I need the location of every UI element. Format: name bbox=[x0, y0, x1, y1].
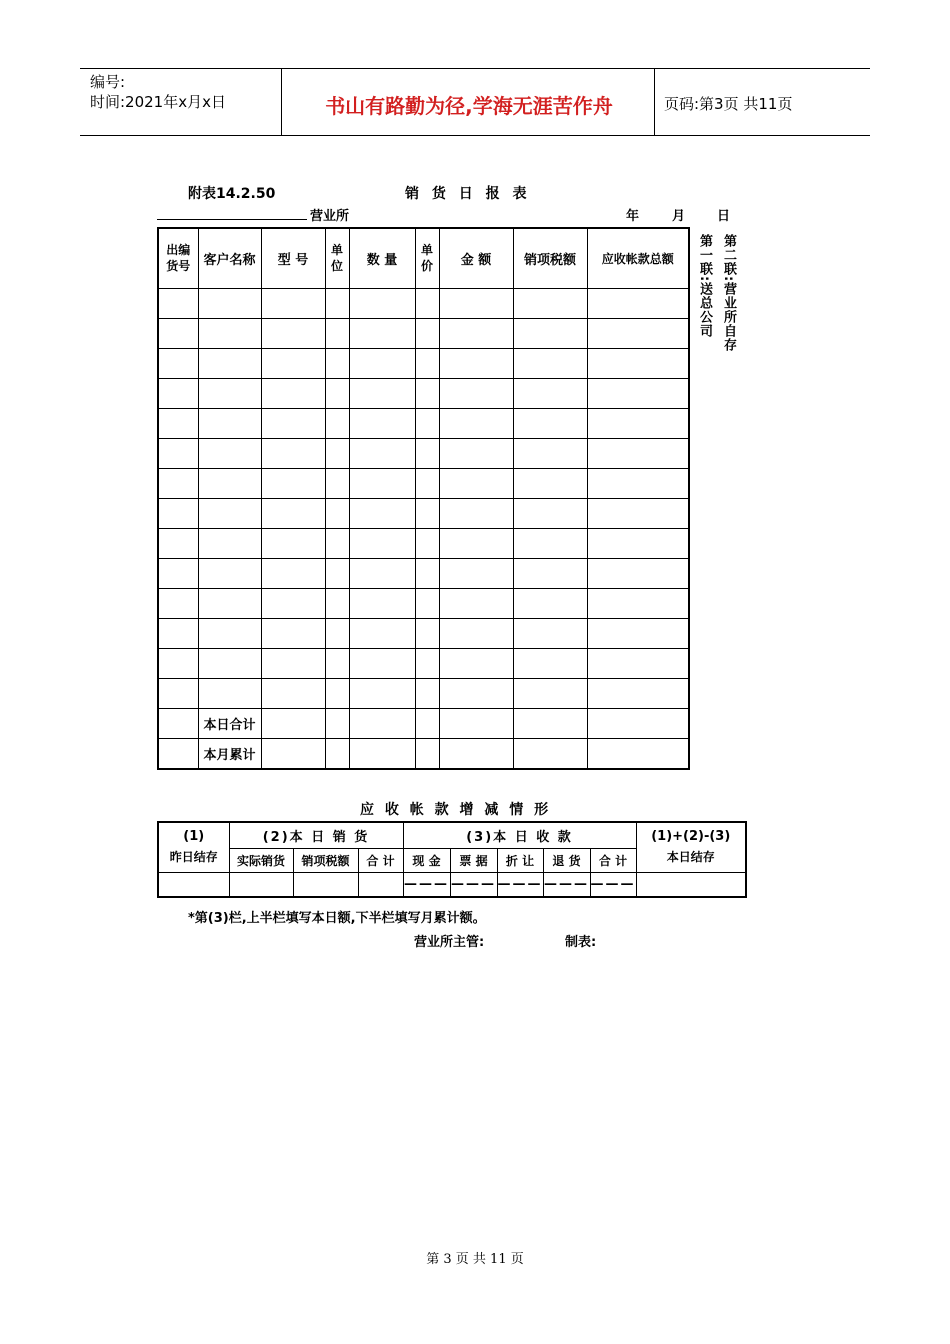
supervisor-label: 营业所主管: bbox=[414, 935, 485, 950]
table-row bbox=[158, 588, 689, 618]
ar-data-row bbox=[158, 872, 746, 897]
cell[interactable] bbox=[198, 438, 261, 468]
cell[interactable] bbox=[325, 708, 349, 738]
cell[interactable] bbox=[415, 618, 439, 648]
col-header: 型 号 bbox=[261, 228, 325, 288]
table-row bbox=[158, 438, 689, 468]
cell[interactable] bbox=[325, 648, 349, 678]
cell[interactable] bbox=[158, 708, 198, 738]
cell[interactable] bbox=[325, 378, 349, 408]
motto: 书山有路勤为径,学海无涯苦作舟 bbox=[325, 94, 613, 118]
cell[interactable] bbox=[349, 348, 415, 378]
cell[interactable] bbox=[261, 528, 325, 558]
cell[interactable] bbox=[261, 738, 325, 769]
monthly-total-label: 本月累计 bbox=[198, 738, 261, 769]
cell[interactable] bbox=[513, 738, 587, 769]
table-row bbox=[158, 558, 689, 588]
cell[interactable] bbox=[513, 558, 587, 588]
cell[interactable] bbox=[439, 468, 513, 498]
cell[interactable] bbox=[325, 738, 349, 769]
ar-sub-header: 合 计 bbox=[590, 848, 636, 872]
cell[interactable] bbox=[415, 588, 439, 618]
footnote: *第(3)栏,上半栏填写本日额,下半栏填写月累计额。 bbox=[188, 911, 486, 926]
cell[interactable] bbox=[513, 348, 587, 378]
cell[interactable] bbox=[587, 648, 689, 678]
cell[interactable] bbox=[349, 528, 415, 558]
cell[interactable] bbox=[415, 318, 439, 348]
col-header: 单价 bbox=[415, 228, 439, 288]
ar-sub-header: 实际销货 bbox=[229, 848, 293, 872]
cell[interactable] bbox=[439, 528, 513, 558]
cell[interactable] bbox=[415, 708, 439, 738]
ar-col-3-header: (3)本 日 收 款 bbox=[403, 822, 636, 848]
cell[interactable] bbox=[349, 498, 415, 528]
cell[interactable] bbox=[439, 648, 513, 678]
cell[interactable] bbox=[158, 288, 198, 318]
time-label: 时间:2021年x月x日 bbox=[90, 93, 226, 111]
cell[interactable] bbox=[439, 708, 513, 738]
table-row bbox=[158, 618, 689, 648]
cell[interactable] bbox=[415, 378, 439, 408]
col-header: 单位 bbox=[325, 228, 349, 288]
cell[interactable] bbox=[513, 468, 587, 498]
cell[interactable] bbox=[158, 618, 198, 648]
table-row bbox=[158, 468, 689, 498]
cell[interactable] bbox=[513, 618, 587, 648]
table-row bbox=[158, 678, 689, 708]
header-top-rule bbox=[80, 68, 870, 69]
cell[interactable] bbox=[158, 348, 198, 378]
cell[interactable] bbox=[587, 498, 689, 528]
table-header-row bbox=[158, 228, 689, 288]
cell[interactable] bbox=[439, 588, 513, 618]
col-header: 出编货号 bbox=[158, 228, 198, 288]
cell[interactable] bbox=[158, 588, 198, 618]
cell[interactable] bbox=[325, 588, 349, 618]
cell[interactable] bbox=[158, 528, 198, 558]
cell[interactable] bbox=[349, 288, 415, 318]
cell[interactable] bbox=[513, 438, 587, 468]
cell[interactable] bbox=[198, 528, 261, 558]
cell[interactable] bbox=[158, 558, 198, 588]
cell[interactable] bbox=[587, 588, 689, 618]
cell[interactable] bbox=[198, 408, 261, 438]
cell[interactable] bbox=[293, 872, 358, 897]
cell[interactable] bbox=[587, 288, 689, 318]
cell[interactable] bbox=[349, 618, 415, 648]
cell[interactable] bbox=[325, 408, 349, 438]
cell[interactable] bbox=[587, 468, 689, 498]
table-row bbox=[158, 498, 689, 528]
cell[interactable] bbox=[587, 378, 689, 408]
cell[interactable] bbox=[158, 498, 198, 528]
cell[interactable] bbox=[415, 408, 439, 438]
cell[interactable] bbox=[349, 438, 415, 468]
cell[interactable] bbox=[349, 558, 415, 588]
cell[interactable] bbox=[261, 648, 325, 678]
cell[interactable] bbox=[198, 558, 261, 588]
cell[interactable] bbox=[198, 618, 261, 648]
cell[interactable] bbox=[261, 588, 325, 618]
ar-col-2-header: (2)本 日 销 货 bbox=[229, 822, 403, 848]
cell[interactable] bbox=[415, 348, 439, 378]
cell[interactable] bbox=[415, 648, 439, 678]
month-label: 月 bbox=[672, 209, 686, 224]
ar-sub-header: 销项税额 bbox=[293, 848, 358, 872]
ar-sub-header: 票 据 bbox=[450, 848, 497, 872]
cell[interactable] bbox=[158, 738, 198, 769]
cell[interactable] bbox=[325, 528, 349, 558]
cell[interactable] bbox=[261, 288, 325, 318]
daily-total-row bbox=[158, 708, 689, 738]
cell[interactable] bbox=[261, 378, 325, 408]
ar-col-1-bottom: 昨日结存 bbox=[169, 850, 218, 865]
cell[interactable] bbox=[587, 708, 689, 738]
cell[interactable] bbox=[587, 318, 689, 348]
office-blank-line bbox=[157, 219, 307, 220]
table-row bbox=[158, 318, 689, 348]
cell[interactable] bbox=[198, 648, 261, 678]
copy-note-2: 第二联:营业所自存 bbox=[721, 234, 736, 353]
cell[interactable] bbox=[439, 738, 513, 769]
cell[interactable] bbox=[439, 498, 513, 528]
split-cell-notes[interactable]: ——— bbox=[450, 872, 497, 897]
table-row bbox=[158, 408, 689, 438]
cell[interactable] bbox=[261, 498, 325, 528]
cell[interactable] bbox=[587, 438, 689, 468]
cell[interactable] bbox=[513, 678, 587, 708]
cell[interactable] bbox=[325, 558, 349, 588]
cell[interactable] bbox=[513, 498, 587, 528]
cell[interactable] bbox=[325, 288, 349, 318]
cell[interactable] bbox=[325, 348, 349, 378]
cell[interactable] bbox=[439, 558, 513, 588]
cell[interactable] bbox=[349, 588, 415, 618]
ar-title: 应 收 帐 款 增 减 情 形 bbox=[360, 802, 552, 818]
cell[interactable] bbox=[587, 618, 689, 648]
cell[interactable] bbox=[587, 558, 689, 588]
sales-daily-table bbox=[157, 227, 690, 770]
table-row bbox=[158, 348, 689, 378]
ar-col-4-top: (1)+(2)-(3) bbox=[651, 829, 731, 845]
cell[interactable] bbox=[198, 498, 261, 528]
col-header: 客户名称 bbox=[198, 228, 261, 288]
cell[interactable] bbox=[415, 528, 439, 558]
cell[interactable] bbox=[198, 588, 261, 618]
cell[interactable] bbox=[261, 558, 325, 588]
cell[interactable] bbox=[349, 378, 415, 408]
cell[interactable] bbox=[349, 408, 415, 438]
cell[interactable] bbox=[158, 378, 198, 408]
form-title: 销 货 日 报 表 bbox=[405, 186, 531, 202]
table-row bbox=[158, 378, 689, 408]
ar-sub-header: 现 金 bbox=[403, 848, 450, 872]
year-label: 年 bbox=[626, 209, 640, 224]
cell[interactable] bbox=[261, 708, 325, 738]
ar-col-4 bbox=[636, 822, 746, 872]
split-cell-discount[interactable]: ——— bbox=[497, 872, 543, 897]
cell[interactable] bbox=[261, 318, 325, 348]
cell[interactable] bbox=[198, 468, 261, 498]
cell[interactable] bbox=[415, 468, 439, 498]
cell[interactable] bbox=[513, 378, 587, 408]
col-header: 销项税额 bbox=[513, 228, 587, 288]
col-header: 数 量 bbox=[349, 228, 415, 288]
cell[interactable] bbox=[349, 318, 415, 348]
cell[interactable] bbox=[349, 678, 415, 708]
cell[interactable] bbox=[198, 288, 261, 318]
cell[interactable] bbox=[439, 378, 513, 408]
appendix-number: 附表14.2.50 bbox=[188, 186, 276, 202]
ar-col-1 bbox=[158, 822, 229, 872]
cell[interactable] bbox=[587, 738, 689, 769]
table-row bbox=[158, 528, 689, 558]
cell[interactable] bbox=[358, 872, 403, 897]
cell[interactable] bbox=[439, 618, 513, 648]
ar-table bbox=[157, 821, 747, 898]
cell[interactable] bbox=[439, 348, 513, 378]
cell[interactable] bbox=[198, 348, 261, 378]
cell[interactable] bbox=[636, 872, 746, 897]
cell[interactable] bbox=[415, 438, 439, 468]
cell[interactable] bbox=[261, 678, 325, 708]
cell[interactable] bbox=[587, 528, 689, 558]
ar-sub-header: 合 计 bbox=[358, 848, 403, 872]
ar-col-4-bottom: 本日结存 bbox=[666, 850, 715, 865]
cell[interactable] bbox=[415, 288, 439, 318]
cell[interactable] bbox=[415, 558, 439, 588]
cell[interactable] bbox=[325, 498, 349, 528]
preparer-label: 制表: bbox=[565, 935, 597, 950]
cell[interactable] bbox=[513, 588, 587, 618]
cell[interactable] bbox=[415, 738, 439, 769]
split-cell-cash[interactable]: ——— bbox=[403, 872, 450, 897]
cell[interactable] bbox=[587, 348, 689, 378]
header-bottom-rule bbox=[80, 135, 870, 136]
cell[interactable] bbox=[439, 438, 513, 468]
cell[interactable] bbox=[261, 408, 325, 438]
cell[interactable] bbox=[439, 318, 513, 348]
cell[interactable] bbox=[439, 678, 513, 708]
cell[interactable] bbox=[325, 618, 349, 648]
cell[interactable] bbox=[513, 288, 587, 318]
cell[interactable] bbox=[158, 408, 198, 438]
cell[interactable] bbox=[261, 468, 325, 498]
cell[interactable] bbox=[513, 708, 587, 738]
office-label: 营业所 bbox=[310, 209, 350, 224]
cell[interactable] bbox=[325, 468, 349, 498]
split-cell-returns[interactable]: ——— bbox=[543, 872, 590, 897]
cell[interactable] bbox=[261, 438, 325, 468]
cell[interactable] bbox=[158, 648, 198, 678]
ar-sub-header: 折 让 bbox=[497, 848, 543, 872]
cell[interactable] bbox=[513, 318, 587, 348]
copy-note-1: 第一联:送总公司 bbox=[697, 234, 712, 339]
cell[interactable] bbox=[261, 348, 325, 378]
cell[interactable] bbox=[158, 872, 229, 897]
cell[interactable] bbox=[587, 408, 689, 438]
col-header: 金 额 bbox=[439, 228, 513, 288]
ar-sub-header: 退 货 bbox=[543, 848, 590, 872]
monthly-total-row bbox=[158, 738, 689, 769]
cell[interactable] bbox=[198, 378, 261, 408]
cell[interactable] bbox=[513, 528, 587, 558]
cell[interactable] bbox=[513, 408, 587, 438]
cell[interactable] bbox=[198, 678, 261, 708]
header-divider-1 bbox=[281, 68, 282, 136]
header-meta bbox=[90, 72, 226, 112]
cell[interactable] bbox=[415, 498, 439, 528]
cell[interactable] bbox=[349, 648, 415, 678]
cell[interactable] bbox=[349, 468, 415, 498]
cell[interactable] bbox=[158, 678, 198, 708]
cell[interactable] bbox=[587, 678, 689, 708]
ar-header-row bbox=[158, 822, 746, 848]
cell[interactable] bbox=[158, 318, 198, 348]
day-label: 日 bbox=[717, 209, 731, 224]
cell[interactable] bbox=[158, 438, 198, 468]
col-header: 应收帐款总额 bbox=[587, 228, 689, 288]
cell[interactable] bbox=[261, 618, 325, 648]
page-footer: 第 3 页 共 11 页 bbox=[426, 1252, 524, 1267]
table-row bbox=[158, 648, 689, 678]
cell[interactable] bbox=[513, 648, 587, 678]
cell[interactable] bbox=[439, 408, 513, 438]
number-label: 编号: bbox=[90, 73, 126, 91]
cell[interactable] bbox=[439, 288, 513, 318]
split-cell-total[interactable]: ——— bbox=[590, 872, 636, 897]
cell[interactable] bbox=[158, 468, 198, 498]
cell[interactable] bbox=[415, 678, 439, 708]
ar-col-1-top: (1) bbox=[183, 829, 205, 845]
header-divider-2 bbox=[654, 68, 655, 136]
cell[interactable] bbox=[198, 318, 261, 348]
daily-total-label: 本日合计 bbox=[198, 708, 261, 738]
cell[interactable] bbox=[325, 438, 349, 468]
page-indicator: 页码:第3页 共11页 bbox=[664, 95, 793, 113]
cell[interactable] bbox=[325, 678, 349, 708]
table-row bbox=[158, 288, 689, 318]
cell[interactable] bbox=[325, 318, 349, 348]
cell[interactable] bbox=[349, 708, 415, 738]
cell[interactable] bbox=[229, 872, 293, 897]
cell[interactable] bbox=[349, 738, 415, 769]
